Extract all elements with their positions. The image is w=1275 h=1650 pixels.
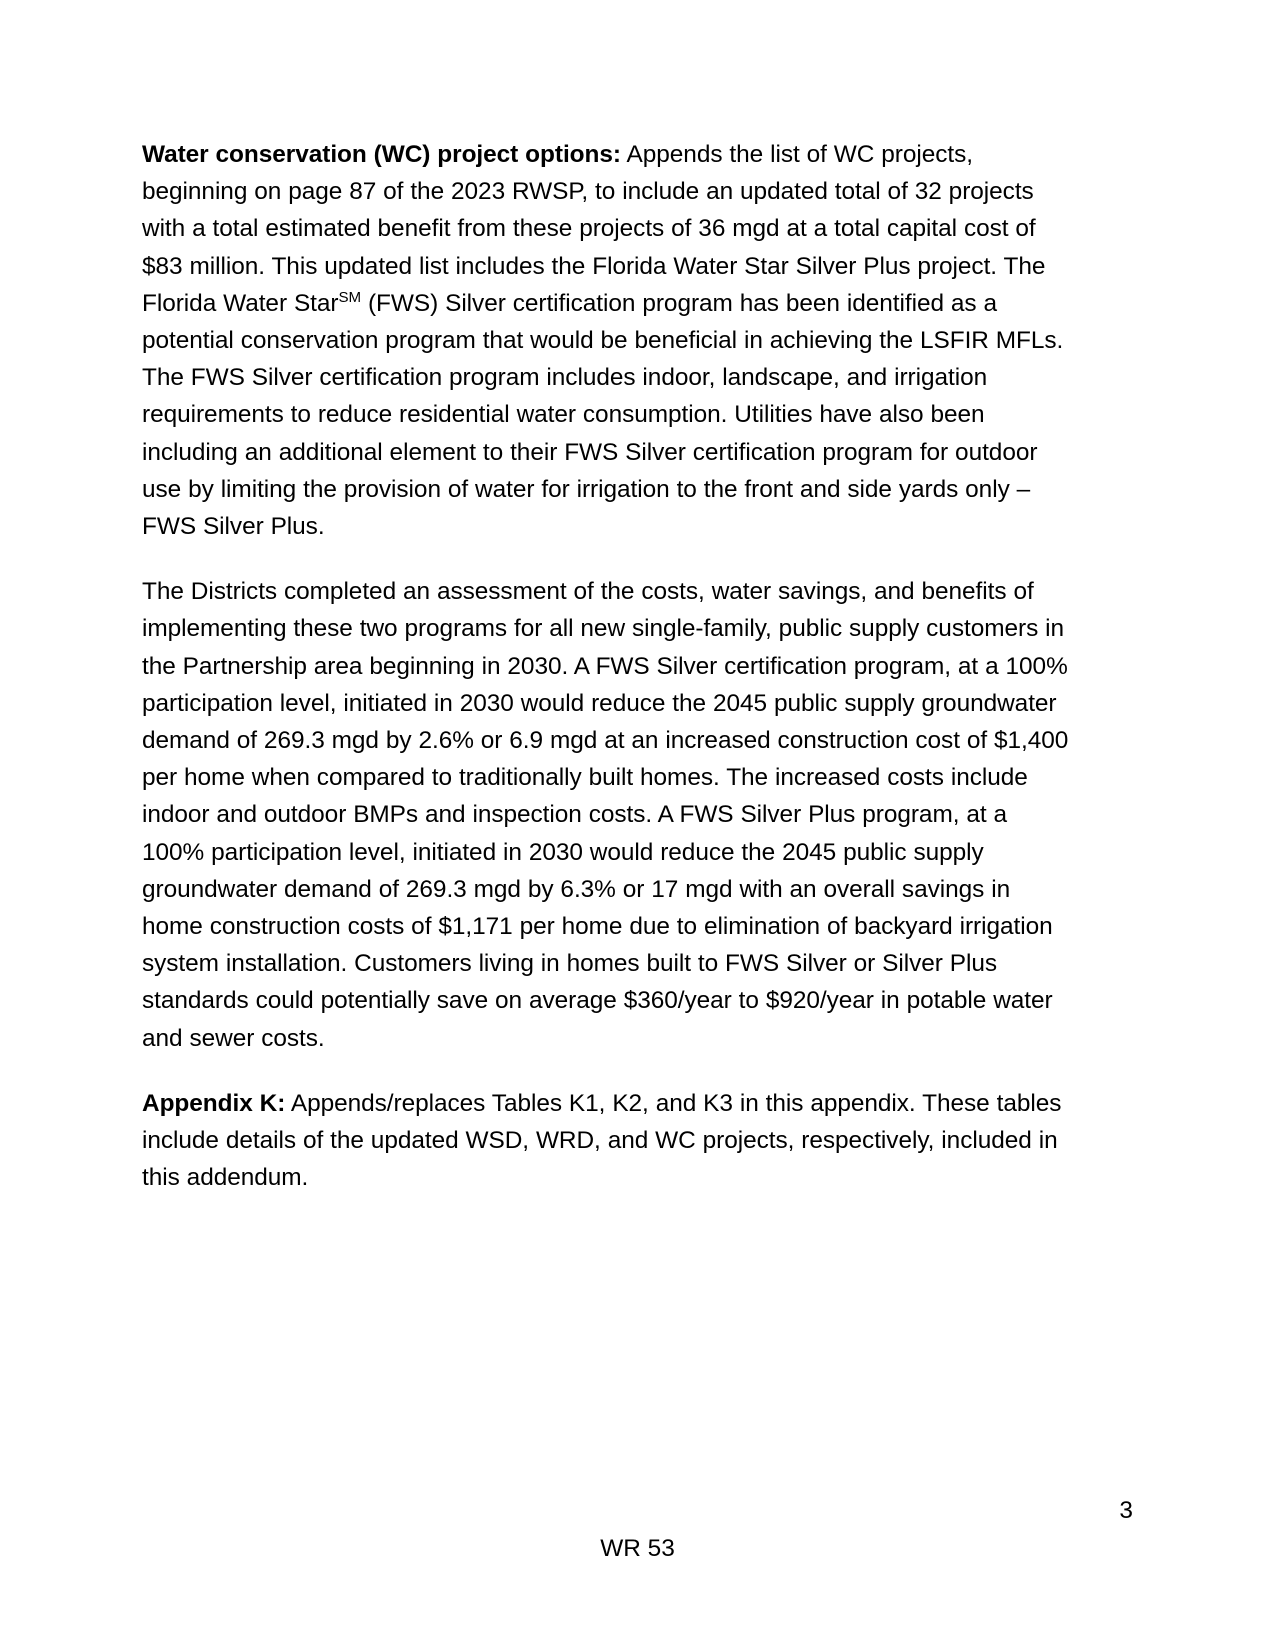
paragraph-appendix-k	[142, 1085, 1072, 1197]
paragraph-lead-in-water-conservation: Water conservation (WC) project options:	[142, 141, 621, 168]
paragraph-text-districts-assessment: The Districts completed an assessment of the costs, water savings, and benefits of implementing these two programs for all new single-family, public supply customers in the Partnership area beginning in 2030. A FWS Silver certification program, at a 100% participation level, initiated in 2030 would reduce the 2045 public supply groundwater demand of 269.3 mgd by 2.6% or 6.9 mgd at an increased construction cost of $1,400 per home when compared to traditionally built homes. The increased costs include indoor and outdoor BMPs and inspection costs. A FWS Silver Plus program, at a 100% participation level, initiated in 2030 would reduce the 2045 public supply groundwater demand of 269.3 mgd by 6.3% or 17 mgd with an overall savings in home construction costs of $1,171 per home due to elimination of backyard irrigation system installation. Customers living in homes built to FWS Silver or Silver Plus standards could potentially save on average $360/year to $920/year in potable water and sewer costs.	[142, 578, 1069, 1052]
paragraph-text-after-superscript: (FWS) Silver certification program has been identified as a potential conservation program that would be beneficial in achieving the LSFIR MFLs. The FWS Silver certification program includes indoor, landscape, and irrigation requirements to reduce residential water consumption. Utilities have also been including an additional element to their FWS Silver certification program for outdoor use by limiting the provision of water for irrigation to the front and side yards only – FWS Silver Plus.	[142, 289, 1064, 541]
document-identifier: WR 53	[600, 1535, 675, 1562]
paragraph-lead-in-appendix-k: Appendix K:	[142, 1089, 286, 1117]
paragraph-text-appendix-k: Appends/replaces Tables K1, K2, and K3 in this appendix. These tables include details of the updated WSD, WRD, and WC projects, respectively, included in this addendum.	[142, 1089, 1062, 1192]
page-number: 3	[1119, 1497, 1133, 1524]
paragraph-districts-assessment	[142, 573, 1072, 1057]
paragraph-text-before-superscript: Appends the list of WC projects, beginning on page 87 of the 2023 RWSP, to include an updated total of 32 projects with a total estimated benefit from these projects of 36 mgd at a total capital cost of $83 million. This updated list includes the Florida Water Star Silver Plus project. The Florida Water Star	[142, 141, 1046, 317]
document-body	[142, 136, 1072, 1196]
service-mark-superscript: SM	[338, 288, 362, 306]
paragraph-water-conservation	[142, 136, 1072, 545]
